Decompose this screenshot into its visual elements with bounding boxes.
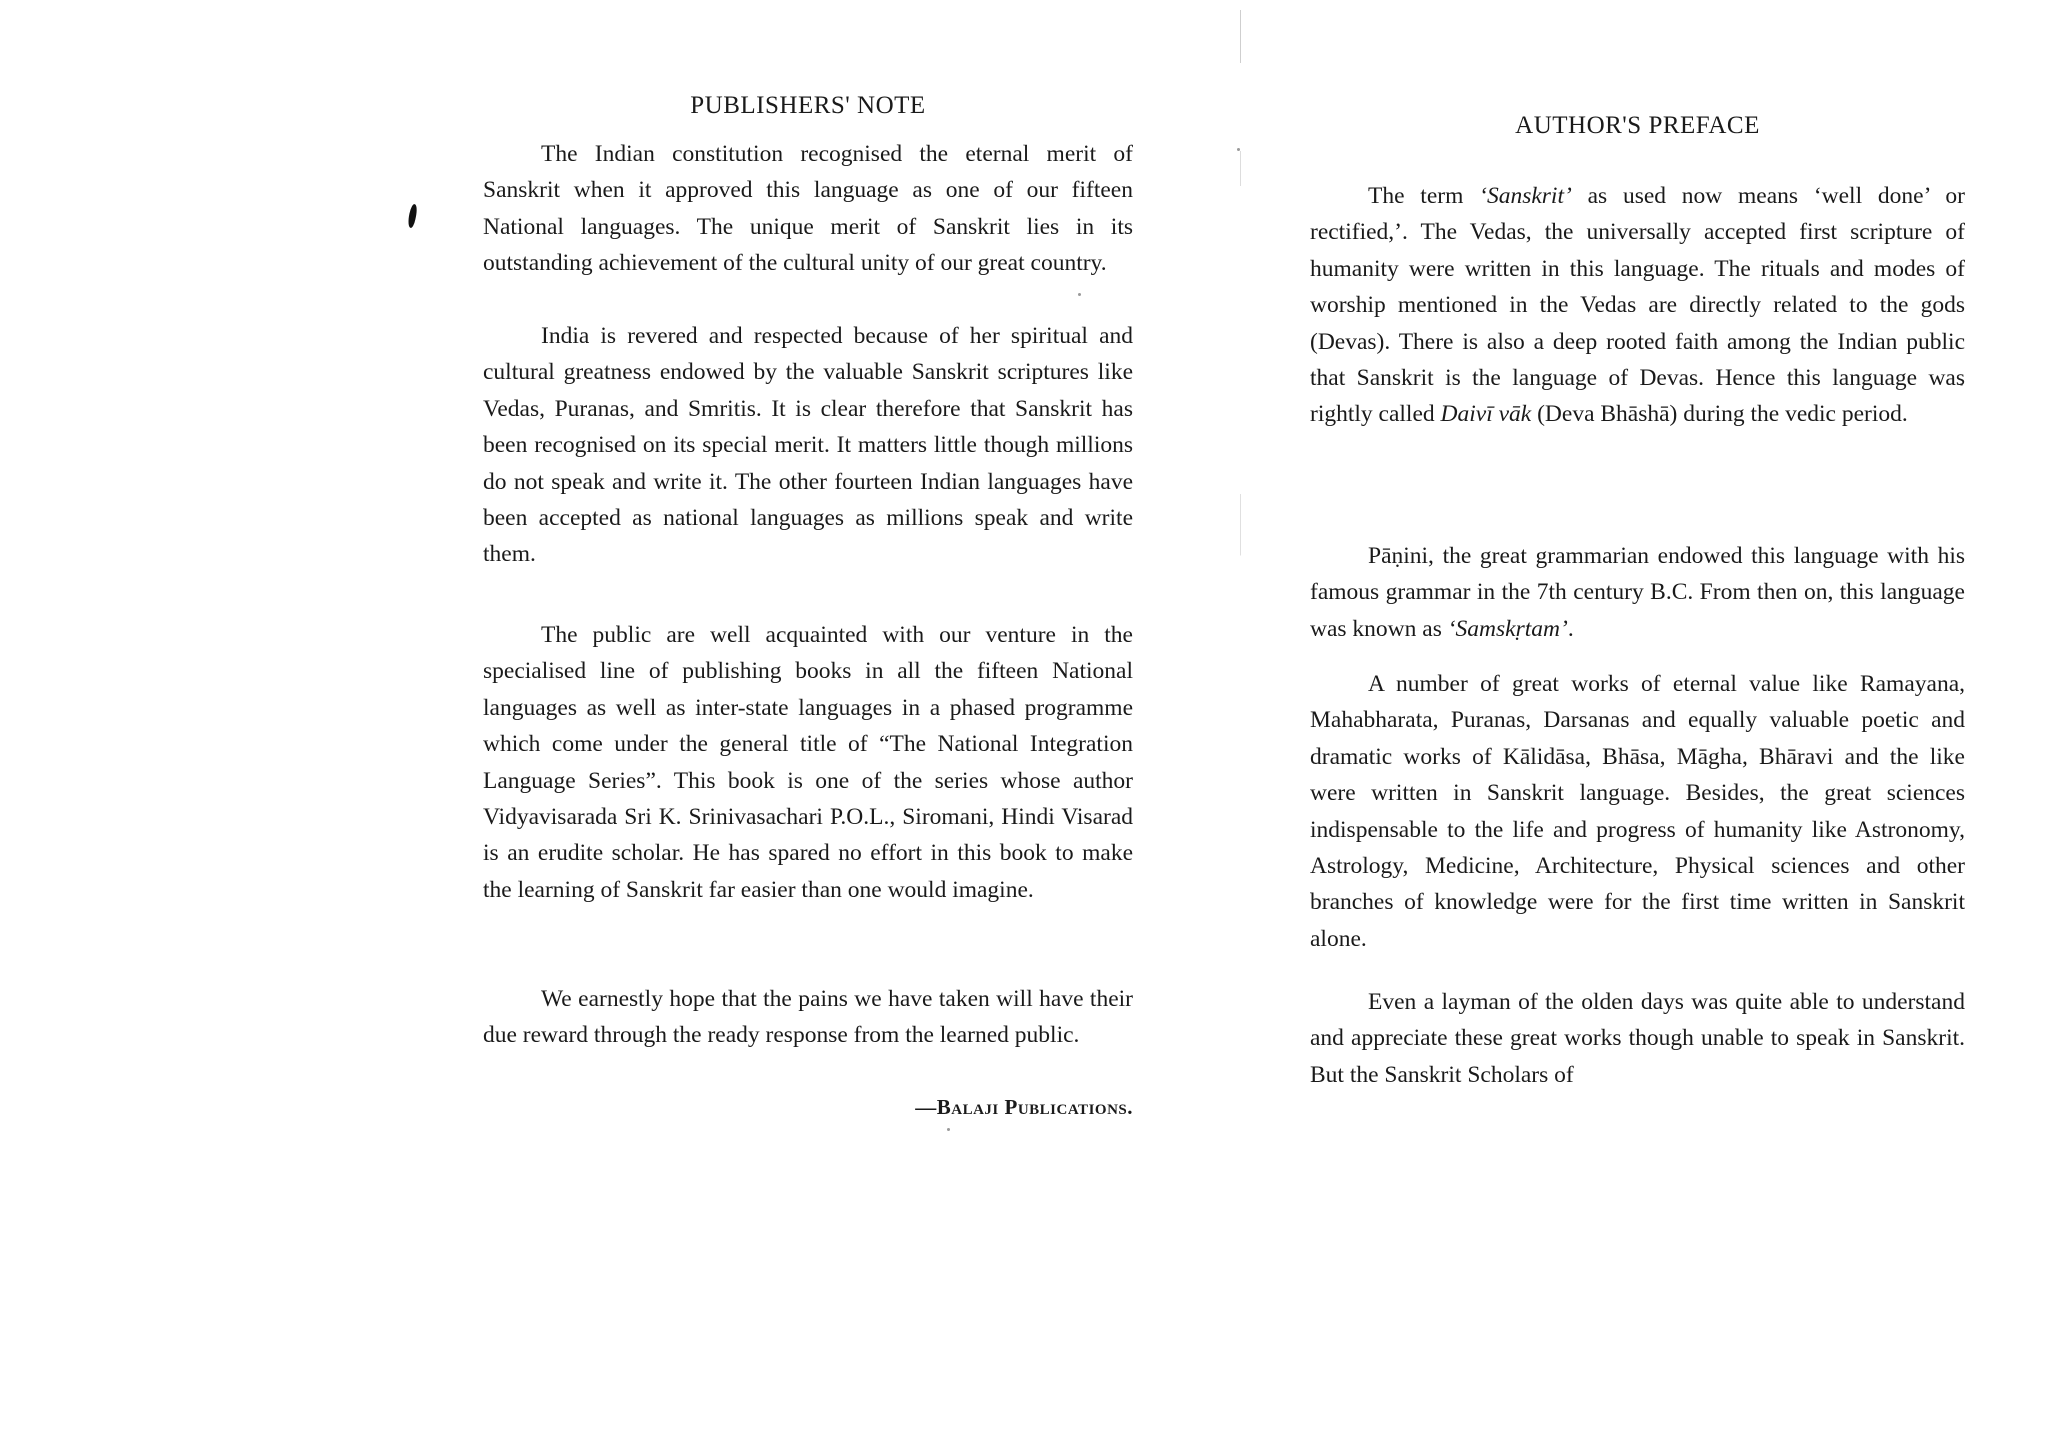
term-sanskrit: ‘Sanskrit’: [1479, 183, 1572, 209]
term-samskrtam: ‘Samskṛtam’: [1447, 615, 1568, 642]
text-run: .: [1567, 615, 1574, 642]
page-heading: PUBLISHERS' NOTE: [690, 92, 926, 119]
paragraph: India is revered and respected because of her spiritual and cultural greatness endowed by the valuable Sanskrit scriptures like Vedas, Puranas, and Smritis. It is clear therefore that Sanskrit has been recognised on its special merit. It matters little though millions do not speak and write it. The other fourteen Indian languages have been accepted as national languages as millions speak and write them.: [483, 323, 1133, 568]
paragraph: We earnestly hope that the pains we have taken will have their due reward through the ready response from the learned public.: [483, 986, 1133, 1049]
text-run: (Deva Bhāshā) during the vedic period.: [1531, 401, 1908, 428]
paragraph: The Indian constitution recognised the eternal merit of Sanskrit when it approved this language as one of our fifteen National languages. The unique merit of Sanskrit lies in its outstanding achievement of the cultural unity of our great country.: [483, 141, 1133, 277]
text-run: Pāṇini, the great grammarian endowed this language with his famous grammar in the 7th century B.C. From then on, this language was known as: [1310, 543, 1965, 642]
paper-speck: [1078, 293, 1081, 296]
text-run: as used now means ‘well done’ or rectified,’. The Vedas, the universally accepted first scripture of humanity were written in this language. The rituals and modes of worship mentioned in the Vedas are directly related to the gods (Devas). There is also a deep rooted faith among the Indian public that Sanskrit is the language of Devas. Hence this language was rightly called: [1310, 183, 1965, 428]
paragraph: [1310, 538, 1965, 647]
paper-speck: [947, 1128, 950, 1131]
paragraph: [1310, 178, 1965, 433]
page-fold-line: [1240, 10, 1241, 890]
paper-speck: [1237, 148, 1240, 151]
ink-blot: [407, 204, 419, 229]
paragraph: The public are well acquainted with our venture in the specialised line of publishing books in all the fifteen National languages as well as inter-state languages in a phased programme which come under the general title of “The National Integration Language Series”. This book is one of the series whose author Vidyavisarada Sri K. Srinivasachari P.O.L., Siromani, Hindi Visarad is an erudite scholar. He has spared no effort in this book to make the learning of Sanskrit far easier than one would imagine.: [483, 622, 1133, 903]
text-run: The term: [1368, 183, 1480, 209]
signature: —Balaji Publications.: [915, 1095, 1133, 1119]
page-heading: AUTHOR'S PREFACE: [1515, 112, 1760, 139]
paragraph: Even a layman of the olden days was quite able to understand and appreciate these great works though unable to speak in Sanskrit. But the Sanskrit Scholars of: [1310, 989, 1965, 1088]
term-daivi-vak: Daivī vāk: [1440, 401, 1532, 428]
paragraph: A number of great works of eternal value like Ramayana, Mahabharata, Puranas, Darsanas and equally valuable poetic and dramatic works of Kālidāsa, Bhāsa, Māgha, Bhāravi and the like were written in Sanskrit language. Besides, the great sciences indispensable to the life and progress of humanity like Astronomy, Astrology, Medicine, Architecture, Physical sciences and other branches of knowledge were for the first time written in Sanskrit alone.: [1310, 671, 1965, 952]
